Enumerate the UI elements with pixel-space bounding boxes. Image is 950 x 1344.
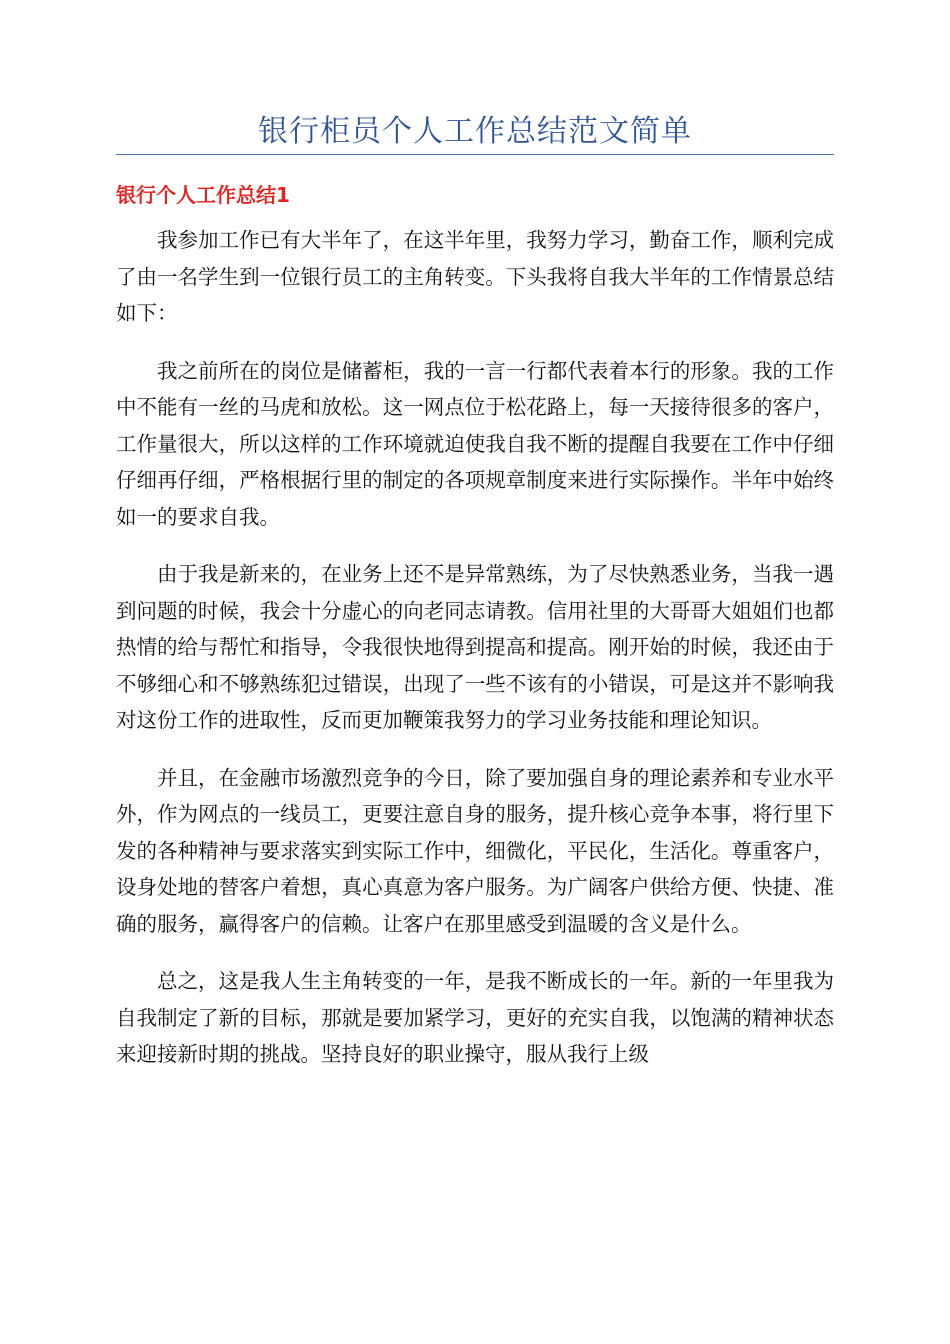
paragraph-5: 总之，这是我人生主角转变的一年，是我不断成长的一年。新的一年里我为自我制定了新的目标，那就是要加紧学习，更好的充实自我，以饱满的精神状态来迎接新时期的挑战。坚持良好的职业操守，服从我行上级 <box>116 969 834 1066</box>
body-text <box>116 222 834 1094</box>
document-title: 银行柜员个人工作总结范文简单 <box>258 114 692 149</box>
section-heading: 银行个人工作总结1 <box>116 183 290 207</box>
paragraph-1: 我参加工作已有大半年了，在这半年里，我努力学习，勤奋工作，顺利完成了由一名学生到一位银行员工的主角转变。下头我将自我大半年的工作情景总结如下： <box>116 228 834 325</box>
title-underline <box>116 154 834 155</box>
paragraph-4: 并且，在金融市场激烈竞争的今日，除了要加强自身的理论素养和专业水平外，作为网点的一线员工，更要注意自身的服务，提升核心竞争本事，将行里下发的各种精神与要求落实到实际工作中，细微化，平民化，生活化。尊重客户，设身处地的替客户着想，真心真意为客户服务。为广阔客户供给方便、快捷、准确的服务，赢得客户的信赖。让客户在那里感受到温暖的含义是什么。 <box>116 765 834 936</box>
paragraph-3: 由于我是新来的，在业务上还不是异常熟练，为了尽快熟悉业务，当我一遇到问题的时候，我会十分虚心的向老同志请教。信用社里的大哥哥大姐姐们也都热情的给与帮忙和指导，令我很快地得到提高和提高。刚开始的时候，我还由于不够细心和不够熟练犯过错误，出现了一些不该有的小错误，可是这并不影响我对这份工作的进取性，反而更加鞭策我努力的学习业务技能和理论知识。 <box>116 562 834 732</box>
paragraph-2: 我之前所在的岗位是储蓄柜，我的一言一行都代表着本行的形象。我的工作中不能有一丝的马虎和放松。这一网点位于松花路上，每一天接待很多的客户，工作量很大，所以这样的工作环境就迫使我自我不断的提醒自我要在工作中仔细仔细再仔细，严格根据行里的制定的各项规章制度来进行实际操作。半年中始终如一的要求自我。 <box>116 358 834 529</box>
